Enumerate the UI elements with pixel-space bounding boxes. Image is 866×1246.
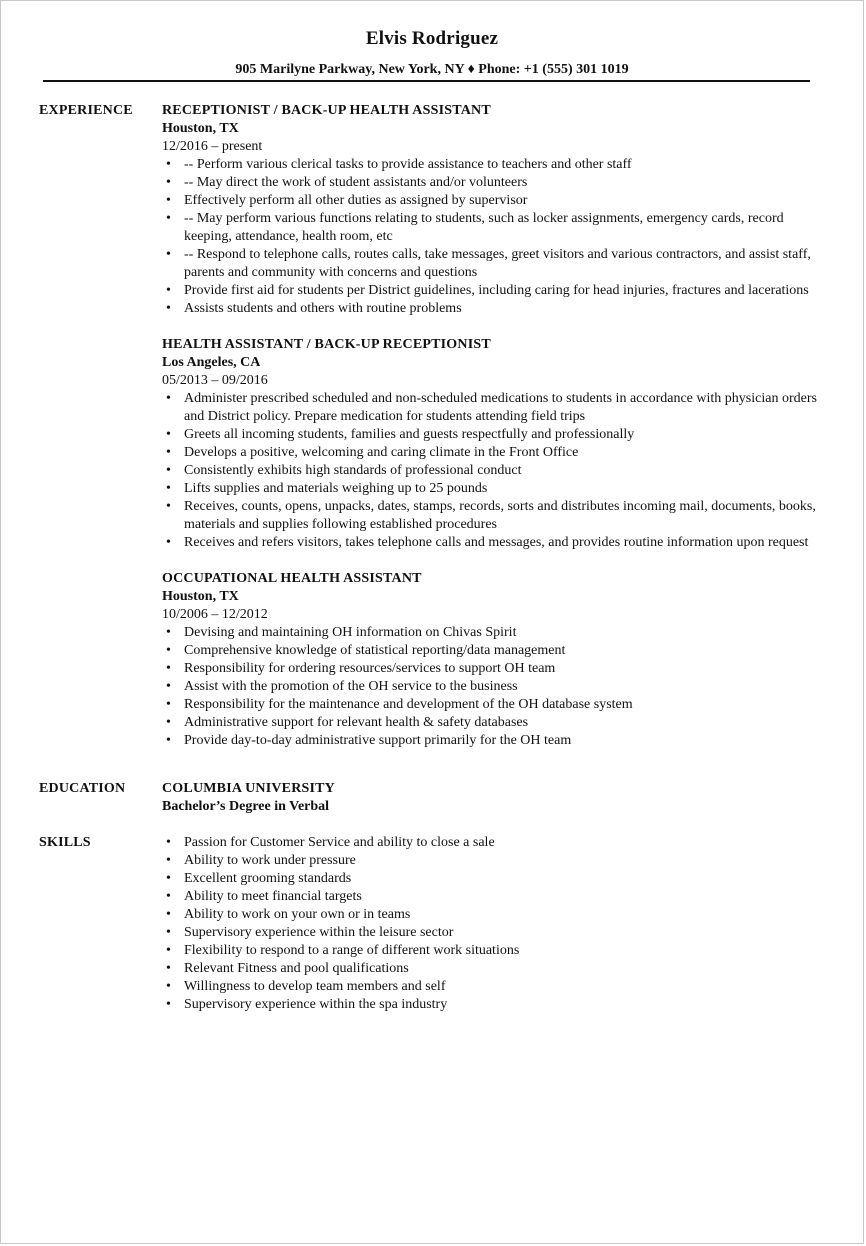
skill-item: [162, 870, 822, 888]
bullet-icon: •: [166, 427, 171, 442]
duty-item: [162, 480, 822, 498]
bullet-icon: •: [166, 625, 171, 640]
bullet-icon: •: [166, 301, 171, 316]
skill-item: [162, 906, 822, 924]
skill-item: [162, 924, 822, 942]
bullet-icon: •: [166, 193, 171, 208]
bullet-icon: •: [166, 175, 171, 190]
duty-item: [162, 498, 822, 534]
job-entry: [162, 336, 822, 552]
school-name: COLUMBIA UNIVERSITY: [162, 781, 335, 796]
bullet-icon: •: [166, 643, 171, 658]
duty-text: Lifts supplies and materials weighing up to 25 pounds: [184, 481, 488, 496]
duty-text: -- Perform various clerical tasks to provide assistance to teachers and other staff: [184, 157, 632, 172]
skill-text: Ability to meet financial targets: [184, 889, 362, 904]
duty-text: Provide first aid for students per District guidelines, including caring for head injuries, fractures and lacerations: [184, 283, 809, 298]
duty-item: [162, 714, 822, 732]
skill-text: Willingness to develop team members and self: [184, 979, 446, 994]
duty-item: [162, 426, 822, 444]
experience-heading: EXPERIENCE: [39, 103, 133, 118]
job-title: HEALTH ASSISTANT / BACK-UP RECEPTIONIST: [162, 337, 491, 352]
skill-item: [162, 834, 822, 852]
duty-text: Greets all incoming students, families and guests respectfully and professionally: [184, 427, 635, 442]
duty-item: [162, 534, 822, 552]
duty-text: Develops a positive, welcoming and caring climate in the Front Office: [184, 445, 579, 460]
job-location: Los Angeles, CA: [162, 355, 261, 370]
duty-item: [162, 192, 822, 210]
bullet-icon: •: [166, 157, 171, 172]
bullet-icon: •: [166, 979, 171, 994]
candidate-name: Elvis Rodriguez: [365, 28, 499, 49]
duty-item: [162, 246, 822, 282]
experience-section: [1, 102, 865, 750]
education-body: [162, 780, 822, 816]
bullet-icon: •: [166, 661, 171, 676]
skill-item: [162, 852, 822, 870]
skill-item: [162, 942, 822, 960]
bullet-icon: •: [166, 283, 171, 298]
duty-text: -- Respond to telephone calls, routes calls, take messages, greet visitors and various contractors, and assist staff, parents and community with concerns and questions: [184, 247, 811, 280]
job-dates: 05/2013 – 09/2016: [162, 373, 268, 388]
skill-text: Excellent grooming standards: [184, 871, 352, 886]
duty-item: [162, 660, 822, 678]
bullet-icon: •: [166, 925, 171, 940]
header-divider: [43, 80, 810, 82]
duty-text: Receives and refers visitors, takes telephone calls and messages, and provides routine information upon request: [184, 535, 809, 550]
duty-text: Administer prescribed scheduled and non-scheduled medications to students in accordance with physician orders and District policy. Prepare medication for students attending field trips: [184, 391, 817, 424]
skill-item: [162, 978, 822, 996]
duty-text: Assist with the promotion of the OH service to the business: [184, 679, 518, 694]
job-dates: 12/2016 – present: [162, 139, 263, 154]
bullet-icon: •: [166, 445, 171, 460]
bullet-icon: •: [166, 835, 171, 850]
bullet-icon: •: [166, 391, 171, 406]
skill-text: Supervisory experience within the spa industry: [184, 997, 448, 1012]
bullet-icon: •: [166, 211, 171, 226]
bullet-icon: •: [166, 871, 171, 886]
duty-text: Administrative support for relevant health & safety databases: [184, 715, 529, 730]
duty-item: [162, 300, 822, 318]
bullet-icon: •: [166, 679, 171, 694]
bullet-icon: •: [166, 943, 171, 958]
duty-item: [162, 282, 822, 300]
skill-text: Relevant Fitness and pool qualifications: [184, 961, 409, 976]
bullet-icon: •: [166, 907, 171, 922]
duty-item: [162, 462, 822, 480]
bullet-icon: •: [166, 889, 171, 904]
skill-text: Passion for Customer Service and ability to close a sale: [184, 835, 495, 850]
duty-text: Consistently exhibits high standards of professional conduct: [184, 463, 522, 478]
duty-text: Effectively perform all other duties as assigned by supervisor: [184, 193, 528, 208]
bullet-icon: •: [166, 997, 171, 1012]
duty-item: [162, 156, 822, 174]
duty-item: [162, 642, 822, 660]
job-duties: [162, 390, 822, 552]
job-duties: [162, 156, 822, 318]
duty-text: Responsibility for ordering resources/services to support OH team: [184, 661, 556, 676]
experience-list: [162, 102, 822, 750]
duty-item: [162, 390, 822, 426]
bullet-icon: •: [166, 247, 171, 262]
job-title: OCCUPATIONAL HEALTH ASSISTANT: [162, 571, 422, 586]
duty-item: [162, 732, 822, 750]
duty-text: -- May perform various functions relating to students, such as locker assignments, emergency cards, record keeping, attendance, health room, etc: [184, 211, 784, 244]
duty-item: [162, 210, 822, 246]
bullet-icon: •: [166, 481, 171, 496]
skill-item: [162, 888, 822, 906]
job-dates: 10/2006 – 12/2012: [162, 607, 268, 622]
duty-text: Assists students and others with routine problems: [184, 301, 462, 316]
duty-item: [162, 174, 822, 192]
duty-text: Responsibility for the maintenance and development of the OH database system: [184, 697, 633, 712]
skill-item: [162, 960, 822, 978]
duty-text: -- May direct the work of student assistants and/or volunteers: [184, 175, 528, 190]
bullet-icon: •: [166, 733, 171, 748]
bullet-icon: •: [166, 697, 171, 712]
contact-line: 905 Marilyne Parkway, New York, NY ♦ Phone: +1 (555) 301 1019: [235, 62, 629, 77]
bullet-icon: •: [166, 961, 171, 976]
job-entry: [162, 102, 822, 318]
duty-text: Devising and maintaining OH information on Chivas Spirit: [184, 625, 517, 640]
skill-text: Ability to work on your own or in teams: [184, 907, 411, 922]
degree: Bachelor’s Degree in Verbal: [162, 799, 330, 814]
skill-text: Flexibility to respond to a range of different work situations: [184, 943, 520, 958]
job-entry: [162, 570, 822, 750]
duty-item: [162, 678, 822, 696]
skills-body: [162, 834, 822, 1014]
bullet-icon: •: [166, 499, 171, 514]
bullet-icon: •: [166, 463, 171, 478]
skills-list: [162, 834, 822, 1014]
bullet-icon: •: [166, 715, 171, 730]
skill-text: Ability to work under pressure: [184, 853, 356, 868]
duty-text: Provide day-to-day administrative support primarily for the OH team: [184, 733, 572, 748]
job-duties: [162, 624, 822, 750]
skill-item: [162, 996, 822, 1014]
bullet-icon: •: [166, 853, 171, 868]
education-heading: EDUCATION: [39, 781, 126, 796]
job-location: Houston, TX: [162, 589, 239, 604]
skill-text: Supervisory experience within the leisure sector: [184, 925, 454, 940]
bullet-icon: •: [166, 535, 171, 550]
duty-item: [162, 696, 822, 714]
duty-text: Comprehensive knowledge of statistical reporting/data management: [184, 643, 566, 658]
resume-content: [1, 102, 865, 1014]
duty-text: Receives, counts, opens, unpacks, dates, stamps, records, sorts and distributes incoming mail, documents, books, materials and supplies following established procedures: [184, 499, 816, 532]
duty-item: [162, 624, 822, 642]
job-location: Houston, TX: [162, 121, 239, 136]
job-title: RECEPTIONIST / BACK-UP HEALTH ASSISTANT: [162, 103, 491, 118]
education-section: [1, 780, 865, 816]
skills-section: [1, 834, 865, 1014]
duty-item: [162, 444, 822, 462]
skills-heading: SKILLS: [39, 835, 91, 850]
